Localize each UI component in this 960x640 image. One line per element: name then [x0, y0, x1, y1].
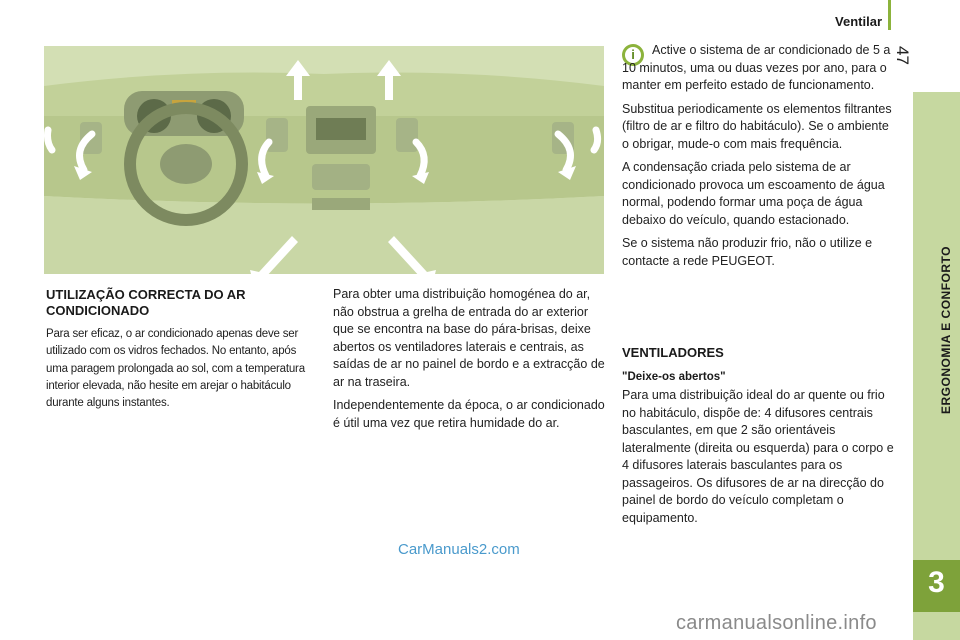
info-icon: i [622, 44, 644, 66]
vents-body [622, 387, 898, 533]
distribution-paragraph: Para obter uma distribuição homogénea do ar, não obstrua a grelha de entrada do ar exterior que se encontra na base do pára-brisas, deixe abertos os ventiladores laterais e centrais, as saídas de ar no painel de bordo e a extracção de ar na traseira. [333, 287, 605, 389]
dashboard-vents-diagram [44, 46, 604, 274]
vents-heading: VENTILADORES [622, 345, 724, 360]
dashboard-illustration [44, 46, 604, 274]
tip-filters: Substitua periodicamente os elementos filtrantes (filtro de ar e filtro do habitáculo). Se o ambiente o obrigar, mude-o com mais frequência. [622, 101, 892, 151]
chapter-number-box [913, 560, 960, 612]
chapter-number: 3 [928, 566, 945, 599]
correct-use-heading: UTILIZAÇÃO CORRECTA DO AR CONDICIONADO [46, 287, 246, 318]
tip-condensation: A condensação criada pelo sistema de ar condicionado provoca um escoamento de água normal, podendo formar uma poça de água debaixo do veículo, quando estacionado. [622, 160, 885, 227]
humidity-paragraph: Independentemente da época, o ar condicionado é útil uma vez que retira humidade do ar. [333, 398, 605, 430]
tip-no-cold: Se o sistema não produzir frio, não o utilize e contacte a rede PEUGEOT. [622, 236, 873, 268]
carmanuals-watermark: CarManuals2.com [398, 541, 520, 558]
section-title: Ventilar [835, 14, 882, 29]
vents-paragraph: Para uma distribuição ideal do ar quente ou frio no habitáculo, dispõe de: 4 difusores centrais basculantes, em que 2 são orientáveis lateralmente (direita ou esquerda) para o corpo e 4 difusores laterais basculantes para os passageiros. Os difusores de ar na direcção do painel de bordo do veículo completam o equipamento. [622, 388, 894, 525]
tip-activate: Active o sistema de ar condicionado de 5 a 10 minutos, uma ou duas vezes por ano, para o manter em perfeito estado de funcionamento. [622, 43, 891, 92]
vents-subheading: "Deixe-os abertos" [622, 371, 726, 383]
correct-use-intro: Para ser eficaz, o ar condicionado apenas deve ser utilizado com os vidros fechados. No entanto, após uma paragem prolongada ao sol, com a temperatura interior elevada, não hesite em arejar o habitáculo durante alguns instantes. [46, 328, 305, 410]
chapter-label: ERGONOMIA E CONFORTO [939, 245, 953, 415]
header-rule [888, 0, 891, 30]
tips-column [622, 42, 898, 276]
page-number: 47 [893, 46, 912, 65]
correct-use-body [333, 286, 605, 438]
footer-watermark: carmanualsonline.info [676, 612, 877, 634]
